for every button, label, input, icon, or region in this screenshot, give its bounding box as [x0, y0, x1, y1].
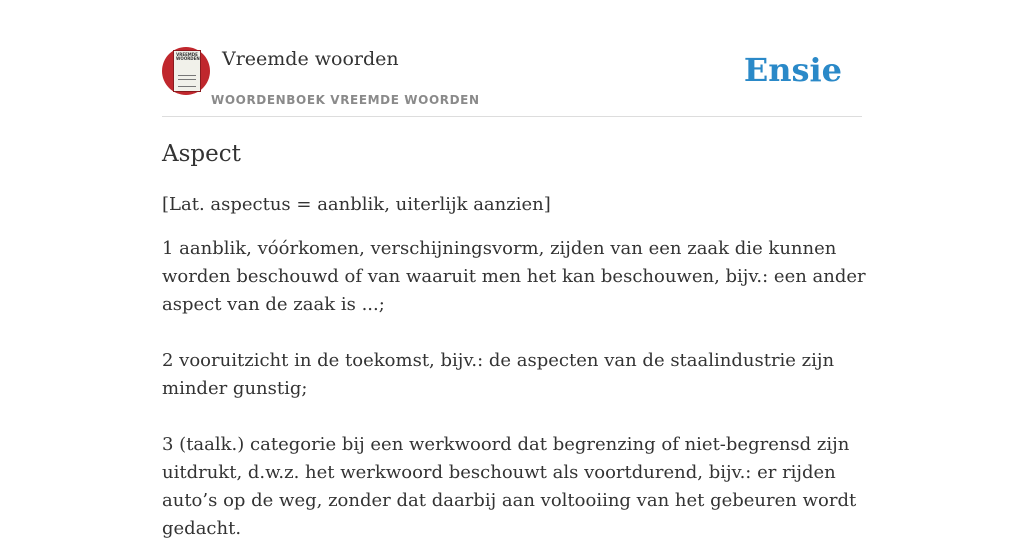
- book-cover-line: [178, 79, 196, 80]
- avatar[interactable]: [162, 47, 210, 95]
- entry-content: [162, 137, 866, 543]
- book-cover-icon: [173, 50, 201, 92]
- entry-etymology: [Lat. aspectus = aanblik, uiterlijk aanzien]: [162, 194, 551, 215]
- definition-2: 2 vooruitzicht in de toekomst, bijv.: de aspecten van de staalindustrie zijn minder gunstig;: [162, 350, 835, 399]
- site-name-link[interactable]: Vreemde woorden: [222, 48, 399, 70]
- entry-term: Aspect: [162, 141, 241, 167]
- book-cover-line: [178, 75, 196, 76]
- book-cover-title: VREEMDE WOORDEN: [176, 52, 200, 61]
- site-subtitle: WOORDENBOEK VREEMDE WOORDEN: [211, 93, 480, 107]
- definition-1: 1 aanblik, vóórkomen, verschijningsvorm, zijden van een zaak die kunnen worden beschouwd of van waaruit men het kan beschouwen, bijv.: een ander aspect van de zaak is ...;: [162, 238, 866, 315]
- site-header: [162, 45, 862, 117]
- definition-3: 3 (taalk.) categorie bij een werkwoord dat begrenzing of niet-begrensd zijn uitdrukt, d.w.z. het werkwoord beschouwt als voortdurend, bijv.: er rijden auto’s op de weg, zonder dat daarbij aan voltooiing van het gebeuren wordt gedacht.: [162, 434, 857, 539]
- book-cover-line: [178, 86, 196, 87]
- ensie-logo-link[interactable]: Ensie: [743, 51, 842, 89]
